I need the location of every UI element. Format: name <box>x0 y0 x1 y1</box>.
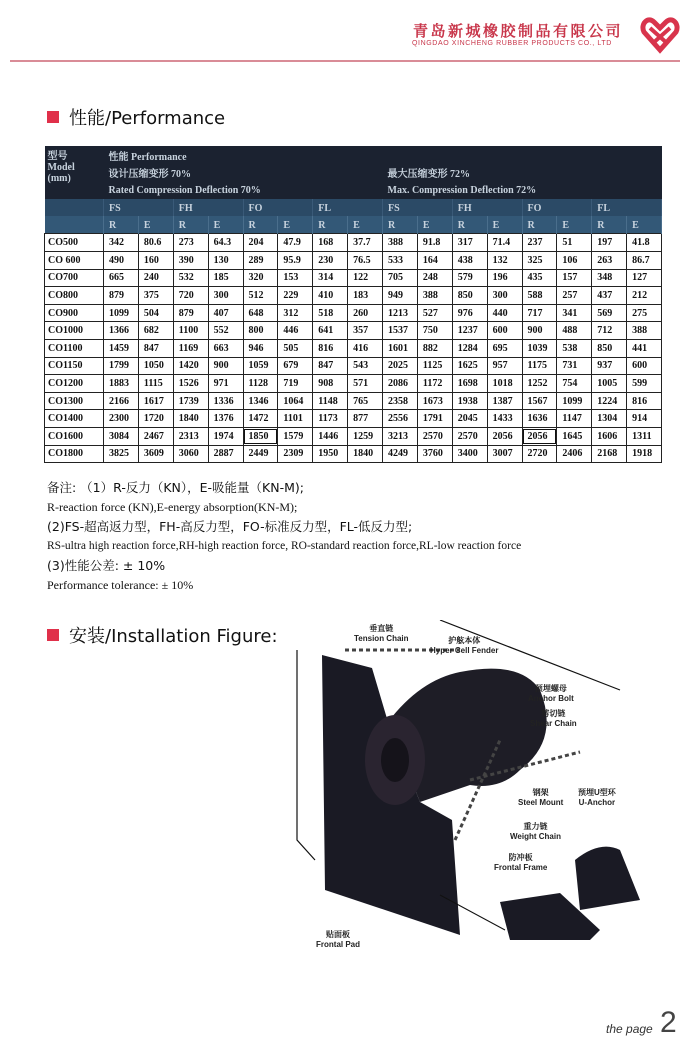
cell-value: 230 <box>313 252 348 270</box>
cell-value: 957 <box>487 357 522 375</box>
table-row <box>45 304 662 322</box>
cell-value: 937 <box>592 357 627 375</box>
cell-value: 2313 <box>173 428 208 446</box>
cell-value: 257 <box>557 287 592 305</box>
cell-model: CO 600 <box>45 252 104 270</box>
cell-value: 2449 <box>243 445 278 463</box>
cell-value: 2887 <box>208 445 243 463</box>
cell-value: 518 <box>313 304 348 322</box>
cell-value: 1799 <box>104 357 139 375</box>
note-1-en: R-reaction force (KN),E-energy absorption(KN-M); <box>47 499 298 514</box>
cell-value: 2045 <box>452 410 487 428</box>
table-row <box>45 392 662 410</box>
cell-value: 1387 <box>487 392 522 410</box>
cell-value: 1537 <box>383 322 418 340</box>
cell-value: 532 <box>173 269 208 287</box>
cell-value: 71.4 <box>487 234 522 252</box>
cell-value: 1050 <box>138 357 173 375</box>
note-2-en: RS-ultra high reaction force,RH-high reaction force, RO-standard reaction force,RL-low reaction force <box>47 539 522 552</box>
cell-value: 1739 <box>173 392 208 410</box>
cell-value: 1064 <box>278 392 313 410</box>
cell-value: 850 <box>452 287 487 305</box>
cell-value: 705 <box>383 269 418 287</box>
cell-value: 504 <box>138 304 173 322</box>
cell-value: 275 <box>627 304 662 322</box>
cell-value: 312 <box>278 304 313 322</box>
cell-value: 571 <box>348 375 383 393</box>
r-header: R <box>452 216 487 234</box>
company-name-en: QINGDAO XINCHENG RUBBER PRODUCTS CO., LTD <box>412 40 612 47</box>
cell-model: CO1150 <box>45 357 104 375</box>
cell-value: 949 <box>383 287 418 305</box>
cell-value: 599 <box>627 375 662 393</box>
r-header: R <box>173 216 208 234</box>
cell-value: 1472 <box>243 410 278 428</box>
cell-value: 1115 <box>138 375 173 393</box>
blank <box>45 199 104 217</box>
notes <box>47 478 521 595</box>
rated-en: Rated Compression Deflection 70% <box>104 181 383 199</box>
label-weight-chain: 重力链 Weight Chain <box>510 822 561 841</box>
cell-value: 1237 <box>452 322 487 340</box>
table-row <box>45 340 662 358</box>
label-frontal-frame: 防冲板 Frontal Frame <box>494 853 548 872</box>
cell-value: 2467 <box>138 428 173 446</box>
cell-value: 665 <box>104 269 139 287</box>
cell-value: 816 <box>313 340 348 358</box>
cell-value: 512 <box>243 287 278 305</box>
cell-value: 390 <box>173 252 208 270</box>
label-shear-chain: 剪切链 Shear Chain <box>530 709 577 728</box>
cell-value: 1606 <box>592 428 627 446</box>
cell-value: 1617 <box>138 392 173 410</box>
company-name-cn: 青岛新城橡胶制品有限公司 <box>413 22 624 40</box>
cell-value: 446 <box>278 322 313 340</box>
cell-value: 2056 <box>522 428 557 446</box>
cell-model: CO1300 <box>45 392 104 410</box>
cell-value: 750 <box>417 322 452 340</box>
cell-value: 1336 <box>208 392 243 410</box>
cell-value: 1459 <box>104 340 139 358</box>
cell-value: 122 <box>348 269 383 287</box>
cell-value: 600 <box>627 357 662 375</box>
cell-value: 971 <box>208 375 243 393</box>
cell-value: 153 <box>278 269 313 287</box>
cell-value: 342 <box>104 234 139 252</box>
cell-value: 754 <box>557 375 592 393</box>
table-row <box>45 322 662 340</box>
cell-value: 317 <box>452 234 487 252</box>
cell-value: 765 <box>348 392 383 410</box>
cell-value: 2358 <box>383 392 418 410</box>
r-header: R <box>522 216 557 234</box>
blank <box>45 216 104 234</box>
cell-value: 879 <box>173 304 208 322</box>
e-header: E <box>417 216 452 234</box>
installation-title: 安装/Installation Figure: <box>69 626 278 647</box>
cell-value: 132 <box>487 252 522 270</box>
cell-value: 237 <box>522 234 557 252</box>
e-header: E <box>278 216 313 234</box>
cell-value: 1974 <box>208 428 243 446</box>
table-row <box>45 287 662 305</box>
cell-value: 3007 <box>487 445 522 463</box>
page-label: the page <box>606 1022 653 1036</box>
cell-value: 490 <box>104 252 139 270</box>
cell-value: 1376 <box>208 410 243 428</box>
cell-value: 1304 <box>592 410 627 428</box>
cell-value: 1526 <box>173 375 208 393</box>
cell-model: CO500 <box>45 234 104 252</box>
cell-model: CO1100 <box>45 340 104 358</box>
cell-value: 3825 <box>104 445 139 463</box>
cell-value: 1128 <box>243 375 278 393</box>
cell-value: 1840 <box>348 445 383 463</box>
cell-value: 1625 <box>452 357 487 375</box>
cell-value: 348 <box>592 269 627 287</box>
label-frontal-pad: 贴面板 Frontal Pad <box>316 930 361 949</box>
table-row <box>45 410 662 428</box>
e-header: E <box>627 216 662 234</box>
cell-value: 2056 <box>487 428 522 446</box>
cell-value: 3609 <box>138 445 173 463</box>
cell-value: 1567 <box>522 392 557 410</box>
cell-value: 4249 <box>383 445 418 463</box>
label-anchor-bolt: 预埋螺母 Anchor Bolt <box>528 684 574 703</box>
cell-value: 679 <box>278 357 313 375</box>
cell-value: 816 <box>627 392 662 410</box>
label-tension-chain: 垂直链 Tension Chain <box>354 624 409 643</box>
label-hyper-cell-fender: 护舷本体 Hyper Cell Fender <box>430 636 499 655</box>
cell-value: 588 <box>522 287 557 305</box>
cell-value: 533 <box>383 252 418 270</box>
cell-value: 1720 <box>138 410 173 428</box>
cell-value: 160 <box>138 252 173 270</box>
page-number: 2 <box>660 1006 677 1039</box>
cell-value: 1173 <box>313 410 348 428</box>
cell-value: 1213 <box>383 304 418 322</box>
cell-model: CO1600 <box>45 428 104 446</box>
bullet-square-icon <box>47 111 59 123</box>
cell-value: 2166 <box>104 392 139 410</box>
model-unit: (mm) <box>47 173 71 184</box>
cell-model: CO1200 <box>45 375 104 393</box>
cell-value: 416 <box>348 340 383 358</box>
r-header: R <box>104 216 139 234</box>
cell-value: 212 <box>627 287 662 305</box>
header-divider <box>10 60 680 62</box>
label-steel-mount: 钢架 Steel Mount <box>518 788 564 807</box>
cell-value: 325 <box>522 252 557 270</box>
e-header: E <box>138 216 173 234</box>
cell-value: 1698 <box>452 375 487 393</box>
cell-value: 1100 <box>173 322 208 340</box>
cell-value: 1099 <box>104 304 139 322</box>
cell-value: 1147 <box>557 410 592 428</box>
cell-value: 437 <box>592 287 627 305</box>
cell-value: 1099 <box>557 392 592 410</box>
cell-value: 527 <box>417 304 452 322</box>
cell-value: 717 <box>522 304 557 322</box>
cell-value: 47.9 <box>278 234 313 252</box>
max-cn: 最大压缩变形 72% <box>383 164 662 182</box>
cell-value: 543 <box>348 357 383 375</box>
cell-value: 1850 <box>243 428 278 446</box>
cell-value: 1366 <box>104 322 139 340</box>
cell-value: 197 <box>592 234 627 252</box>
cell-value: 1101 <box>278 410 313 428</box>
performance-table <box>44 146 662 463</box>
cell-value: 86.7 <box>627 252 662 270</box>
label-u-anchor: 预埋U型环 U-Anchor <box>578 788 616 807</box>
cell-value: 1039 <box>522 340 557 358</box>
cell-value: 438 <box>452 252 487 270</box>
cell-value: 946 <box>243 340 278 358</box>
cell-value: 357 <box>348 322 383 340</box>
cell-value: 882 <box>417 340 452 358</box>
cell-value: 2720 <box>522 445 557 463</box>
r-header: R <box>313 216 348 234</box>
note-1: 备注: （1）R-反力（KN），E-吸能量（KN-M); <box>47 480 304 495</box>
cell-value: 240 <box>138 269 173 287</box>
cell-value: 1601 <box>383 340 418 358</box>
e-header: E <box>348 216 383 234</box>
e-header: E <box>557 216 592 234</box>
cell-value: 263 <box>592 252 627 270</box>
cell-value: 569 <box>592 304 627 322</box>
cell-value: 3213 <box>383 428 418 446</box>
table-row <box>45 375 662 393</box>
cell-value: 1420 <box>173 357 208 375</box>
cell-value: 289 <box>243 252 278 270</box>
cell-value: 800 <box>243 322 278 340</box>
cell-value: 1125 <box>417 357 452 375</box>
cell-value: 157 <box>557 269 592 287</box>
cell-value: 204 <box>243 234 278 252</box>
rated-cn: 设计压缩变形 70% <box>104 164 383 182</box>
cell-value: 1148 <box>313 392 348 410</box>
cell-value: 663 <box>208 340 243 358</box>
company-logo <box>640 14 680 59</box>
cell-value: 1005 <box>592 375 627 393</box>
cell-value: 3400 <box>452 445 487 463</box>
cell-value: 375 <box>138 287 173 305</box>
note-2: (2)FS-超高返力型，FH-高反力型，FO-标准反力型，FL-低反力型; <box>47 519 413 534</box>
cell-value: 3084 <box>104 428 139 446</box>
cell-value: 76.5 <box>348 252 383 270</box>
cell-value: 2556 <box>383 410 418 428</box>
cell-value: 248 <box>417 269 452 287</box>
cell-value: 37.7 <box>348 234 383 252</box>
table-row <box>45 234 662 252</box>
cell-value: 1259 <box>348 428 383 446</box>
cell-value: 80.6 <box>138 234 173 252</box>
cell-model: CO800 <box>45 287 104 305</box>
note-3-en: Performance tolerance: ± 10% <box>47 577 194 592</box>
table-row <box>45 252 662 270</box>
cell-value: 1645 <box>557 428 592 446</box>
cell-value: 682 <box>138 322 173 340</box>
cell-value: 1284 <box>452 340 487 358</box>
cell-value: 1636 <box>522 410 557 428</box>
cell-value: 641 <box>313 322 348 340</box>
cell-value: 1791 <box>417 410 452 428</box>
cell-value: 1673 <box>417 392 452 410</box>
cell-value: 1169 <box>173 340 208 358</box>
cell-value: 2025 <box>383 357 418 375</box>
cell-value: 410 <box>313 287 348 305</box>
cell-value: 127 <box>627 269 662 287</box>
model-en: Model <box>47 162 75 173</box>
type-header: FH <box>452 199 522 217</box>
cell-value: 1018 <box>487 375 522 393</box>
type-header: FS <box>104 199 174 217</box>
cell-value: 407 <box>208 304 243 322</box>
cell-value: 2570 <box>417 428 452 446</box>
r-header: R <box>592 216 627 234</box>
model-header <box>45 146 104 199</box>
cell-model: CO1400 <box>45 410 104 428</box>
cell-value: 695 <box>487 340 522 358</box>
cell-value: 488 <box>557 322 592 340</box>
cell-value: 900 <box>208 357 243 375</box>
cell-value: 3760 <box>417 445 452 463</box>
cell-value: 877 <box>348 410 383 428</box>
cell-value: 164 <box>417 252 452 270</box>
cell-value: 1579 <box>278 428 313 446</box>
table-row <box>45 445 662 463</box>
performance-header: 性能 Performance <box>104 146 662 164</box>
cell-value: 879 <box>104 287 139 305</box>
r-header: R <box>383 216 418 234</box>
type-header: FH <box>173 199 243 217</box>
cell-value: 847 <box>138 340 173 358</box>
cell-value: 1224 <box>592 392 627 410</box>
cell-value: 900 <box>522 322 557 340</box>
note-3: (3)性能公差: ± 10% <box>47 558 166 573</box>
cell-value: 731 <box>557 357 592 375</box>
type-header: FO <box>243 199 313 217</box>
cell-value: 1059 <box>243 357 278 375</box>
cell-value: 196 <box>487 269 522 287</box>
cell-value: 908 <box>313 375 348 393</box>
type-header: FL <box>313 199 383 217</box>
cell-value: 388 <box>417 287 452 305</box>
cell-value: 2086 <box>383 375 418 393</box>
cell-value: 2168 <box>592 445 627 463</box>
cell-value: 579 <box>452 269 487 287</box>
cell-value: 712 <box>592 322 627 340</box>
cell-value: 388 <box>627 322 662 340</box>
cell-value: 1311 <box>627 428 662 446</box>
model-cn: 型号 <box>47 151 68 162</box>
cell-value: 1883 <box>104 375 139 393</box>
r-header: R <box>243 216 278 234</box>
cell-value: 2406 <box>557 445 592 463</box>
cell-value: 505 <box>278 340 313 358</box>
cell-value: 2570 <box>452 428 487 446</box>
cell-value: 260 <box>348 304 383 322</box>
type-header: FL <box>592 199 662 217</box>
cell-value: 314 <box>313 269 348 287</box>
performance-title: 性能/Performance <box>69 108 226 129</box>
cell-value: 229 <box>278 287 313 305</box>
cell-value: 1950 <box>313 445 348 463</box>
cell-value: 435 <box>522 269 557 287</box>
cell-value: 106 <box>557 252 592 270</box>
cell-value: 388 <box>383 234 418 252</box>
cell-value: 300 <box>487 287 522 305</box>
e-header: E <box>208 216 243 234</box>
cell-value: 914 <box>627 410 662 428</box>
cell-value: 1175 <box>522 357 557 375</box>
cell-value: 976 <box>452 304 487 322</box>
cell-value: 847 <box>313 357 348 375</box>
table-row <box>45 357 662 375</box>
cell-value: 719 <box>278 375 313 393</box>
cell-value: 41.8 <box>627 234 662 252</box>
cell-value: 273 <box>173 234 208 252</box>
cell-value: 440 <box>487 304 522 322</box>
cell-value: 2309 <box>278 445 313 463</box>
cell-value: 1433 <box>487 410 522 428</box>
type-header: FO <box>522 199 592 217</box>
max-en: Max. Compression Deflection 72% <box>383 181 662 199</box>
cell-model: CO1800 <box>45 445 104 463</box>
cell-value: 1918 <box>627 445 662 463</box>
cell-value: 320 <box>243 269 278 287</box>
cell-model: CO900 <box>45 304 104 322</box>
cell-value: 441 <box>627 340 662 358</box>
cell-value: 130 <box>208 252 243 270</box>
e-header: E <box>487 216 522 234</box>
cell-value: 185 <box>208 269 243 287</box>
cell-model: CO700 <box>45 269 104 287</box>
performance-heading <box>47 104 225 130</box>
cell-value: 1446 <box>313 428 348 446</box>
cell-value: 300 <box>208 287 243 305</box>
cell-model: CO1000 <box>45 322 104 340</box>
cell-value: 341 <box>557 304 592 322</box>
cell-value: 648 <box>243 304 278 322</box>
cell-value: 1938 <box>452 392 487 410</box>
cell-value: 2300 <box>104 410 139 428</box>
cell-value: 51 <box>557 234 592 252</box>
cell-value: 538 <box>557 340 592 358</box>
cell-value: 600 <box>487 322 522 340</box>
cell-value: 1840 <box>173 410 208 428</box>
cell-value: 64.3 <box>208 234 243 252</box>
cell-value: 720 <box>173 287 208 305</box>
table-row <box>45 428 662 446</box>
table-row <box>45 269 662 287</box>
cell-value: 850 <box>592 340 627 358</box>
cell-value: 1346 <box>243 392 278 410</box>
cell-value: 1252 <box>522 375 557 393</box>
cell-value: 95.9 <box>278 252 313 270</box>
cell-value: 91.8 <box>417 234 452 252</box>
type-header: FS <box>383 199 453 217</box>
cell-value: 168 <box>313 234 348 252</box>
cell-value: 183 <box>348 287 383 305</box>
cell-value: 3060 <box>173 445 208 463</box>
cell-value: 552 <box>208 322 243 340</box>
cell-value: 1172 <box>417 375 452 393</box>
